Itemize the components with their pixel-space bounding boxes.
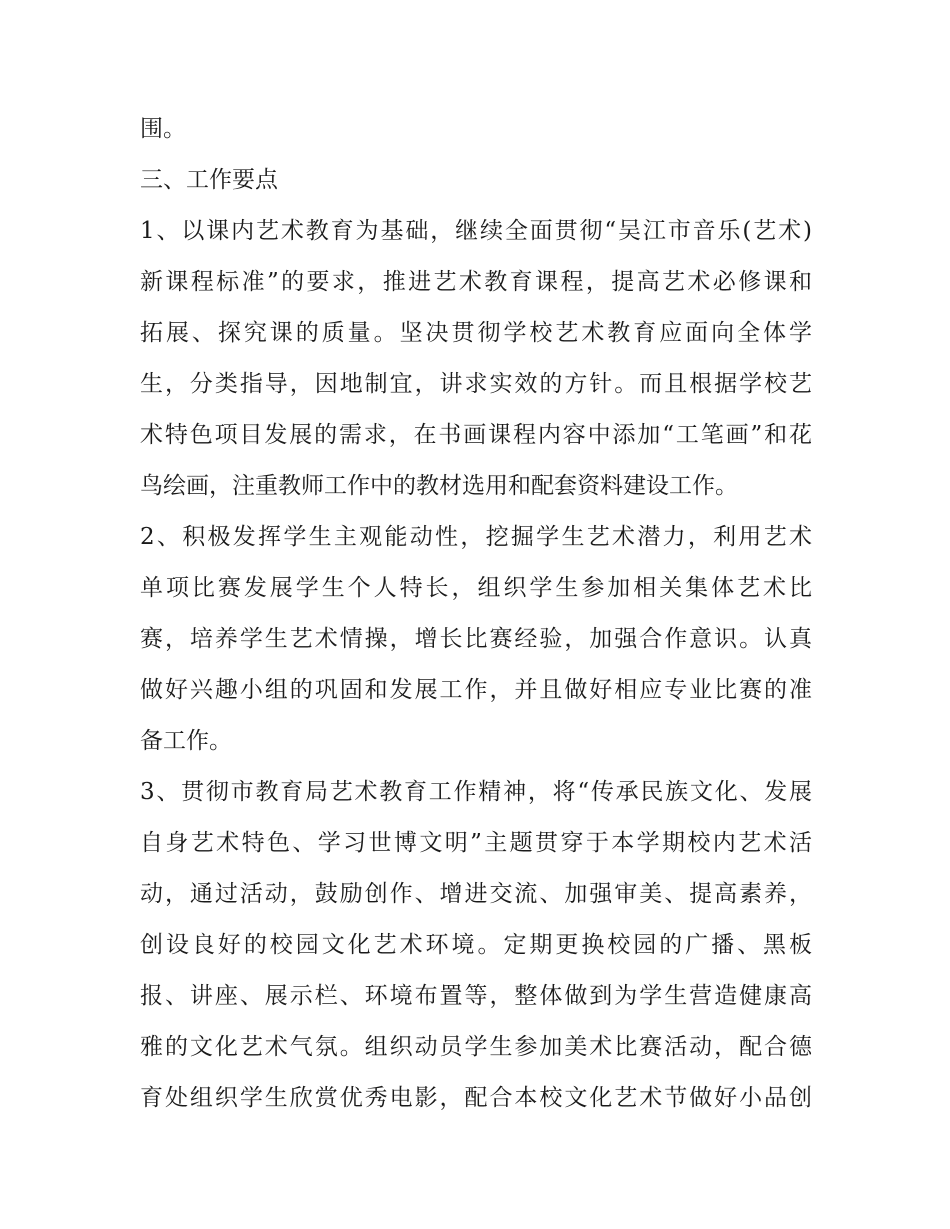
text-line: 拓展、探究课的质量。坚决贯彻学校艺术教育应面向全体学	[140, 320, 812, 346]
text-line: 报、讲座、展示栏、环境布置等，整体做到为学生营造健康高	[140, 983, 812, 1009]
text-line: 育处组织学生欣赏优秀电影，配合本校文化艺术节做好小品创	[140, 1085, 812, 1111]
text-line: 1、以课内艺术教育为基础，继续全面贯彻“吴江市音乐(艺术)	[140, 218, 812, 244]
text-line: 2、积极发挥学生主观能动性，挖掘学生艺术潜力，利用艺术	[140, 524, 812, 550]
text-line: 做好兴趣小组的巩固和发展工作，并且做好相应专业比赛的准	[140, 677, 812, 703]
document-body	[140, 104, 812, 1124]
text-line: 术特色项目发展的需求，在书画课程内容中添加“工笔画”和花	[140, 422, 812, 448]
text-line: 备工作。	[140, 728, 232, 754]
text-line: 自身艺术特色、学习世博文明”主题贯穿于本学期校内艺术活	[140, 830, 812, 856]
text-line: 生，分类指导，因地制宜，讲求实效的方针。而且根据学校艺	[140, 371, 812, 397]
text-line: 赛，培养学生艺术情操，增长比赛经验，加强合作意识。认真	[140, 626, 812, 652]
text-line: 鸟绘画，注重教师工作中的教材选用和配套资料建设工作。	[140, 473, 738, 499]
text-line: 围。	[140, 116, 186, 142]
text-line: 新课程标准”的要求，推进艺术教育课程，提高艺术必修课和	[140, 269, 812, 295]
text-line: 雅的文化艺术气氛。组织动员学生参加美术比赛活动，配合德	[140, 1034, 812, 1060]
text-line: 动，通过活动，鼓励创作、增进交流、加强审美、提高素养，	[140, 881, 812, 907]
text-line: 创设良好的校园文化艺术环境。定期更换校园的广播、黑板	[140, 932, 812, 958]
text-line: 3、贯彻市教育局艺术教育工作精神，将“传承民族文化、发展	[140, 779, 812, 805]
section-heading: 三、工作要点	[140, 167, 278, 193]
text-line: 单项比赛发展学生个人特长，组织学生参加相关集体艺术比	[140, 575, 812, 601]
